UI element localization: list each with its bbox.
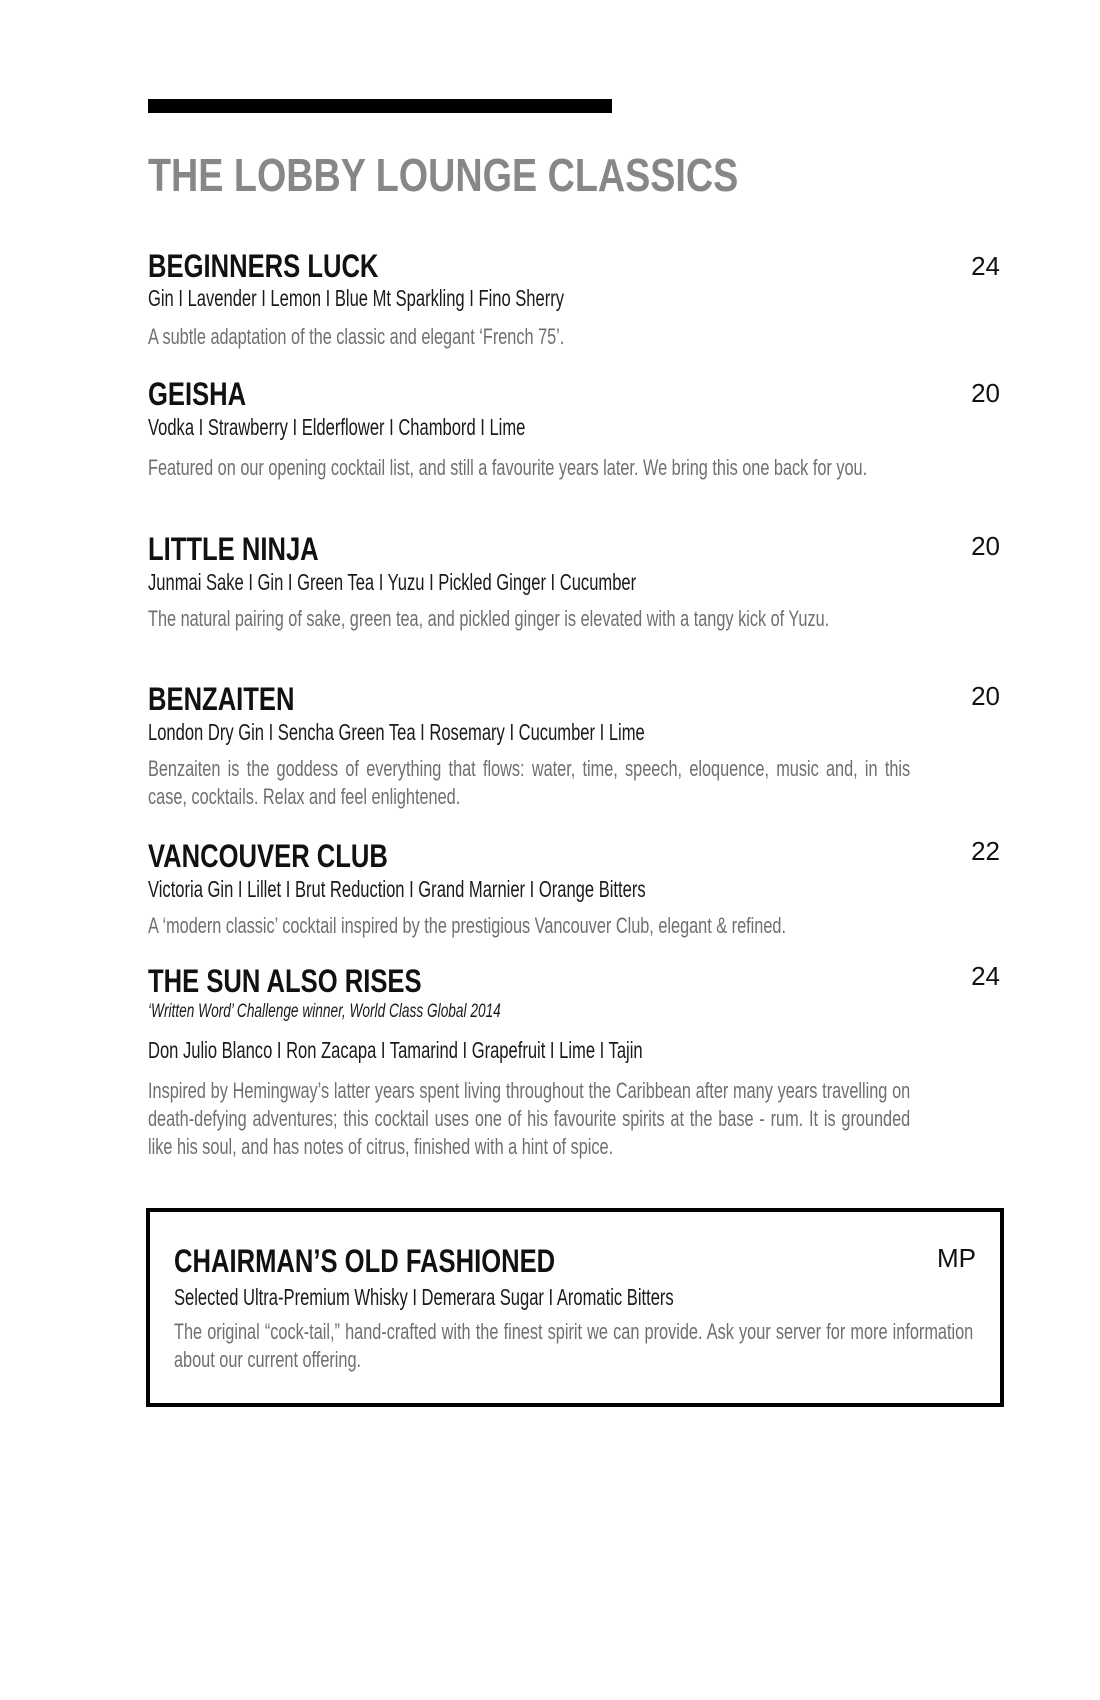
item-description: Benzaiten is the goddess of everything that flows: water, time, speech, eloquence, music and, in this case, cocktails. Relax and feel enlightened. — [148, 756, 911, 809]
item-ingredients: Junmai Sake I Gin I Green Tea I Yuzu I Pickled Ginger I Cucumber — [148, 569, 637, 595]
item-ingredients: Don Julio Blanco I Ron Zacapa I Tamarind I Grapefruit I Lime I Tajin — [148, 1037, 643, 1063]
item-name: BEGINNERS LUCK — [148, 248, 379, 284]
item-name: GEISHA — [148, 376, 247, 412]
item-ingredients: Victoria Gin I Lillet I Brut Reduction I Grand Marnier I Orange Bitters — [148, 876, 646, 902]
item-ingredients: Gin I Lavender I Lemon I Blue Mt Sparkling I Fino Sherry — [148, 285, 565, 311]
item-name: LITTLE NINJA — [148, 531, 319, 567]
item-price: 20 — [971, 531, 1000, 561]
item-ingredients: Selected Ultra-Premium Whisky I Demerara Sugar I Aromatic Bitters — [174, 1284, 674, 1310]
item-award-subtitle: ‘Written Word’ Challenge winner, World Class Global 2014 — [148, 1001, 501, 1022]
item-price: 20 — [971, 681, 1000, 711]
item-description: A ‘modern classic’ cocktail inspired by the prestigious Vancouver Club, elegant & refined. — [148, 913, 786, 938]
item-description: The natural pairing of sake, green tea, and pickled ginger is elevated with a tangy kick of Yuzu. — [148, 606, 830, 631]
item-price: 20 — [971, 378, 1000, 408]
item-name: BENZAITEN — [148, 681, 295, 717]
item-description: The original “cock-tail,” hand-crafted with the finest spirit we can provide. Ask your server for more information about our current offering. — [174, 1319, 974, 1372]
section-title: THE LOBBY LOUNGE CLASSICS — [148, 149, 739, 201]
item-description: Featured on our opening cocktail list, and still a favourite years later. We bring this one back for you. — [148, 455, 868, 480]
item-description: Inspired by Hemingway’s latter years spent living throughout the Caribbean after many years travelling on death-defying adventures; this cocktail uses one of his favourite spirits at the base - rum. It is grounded like his soul, and has notes of citrus, finished with a hint of spice. — [148, 1078, 911, 1159]
item-name: THE SUN ALSO RISES — [148, 963, 422, 999]
item-ingredients: Vodka I Strawberry I Elderflower I Chambord I Lime — [148, 414, 526, 440]
item-name: CHAIRMAN’S OLD FASHIONED — [174, 1243, 556, 1279]
item-price: 24 — [971, 251, 1000, 281]
item-ingredients: London Dry Gin I Sencha Green Tea I Rosemary I Cucumber I Lime — [148, 719, 645, 745]
item-price: 22 — [971, 836, 1000, 866]
header-rule — [148, 99, 612, 113]
item-price: 24 — [971, 961, 1000, 991]
item-price: MP — [937, 1243, 976, 1273]
item-name: VANCOUVER CLUB — [148, 838, 388, 874]
item-description: A subtle adaptation of the classic and elegant ‘French 75’. — [148, 324, 565, 349]
